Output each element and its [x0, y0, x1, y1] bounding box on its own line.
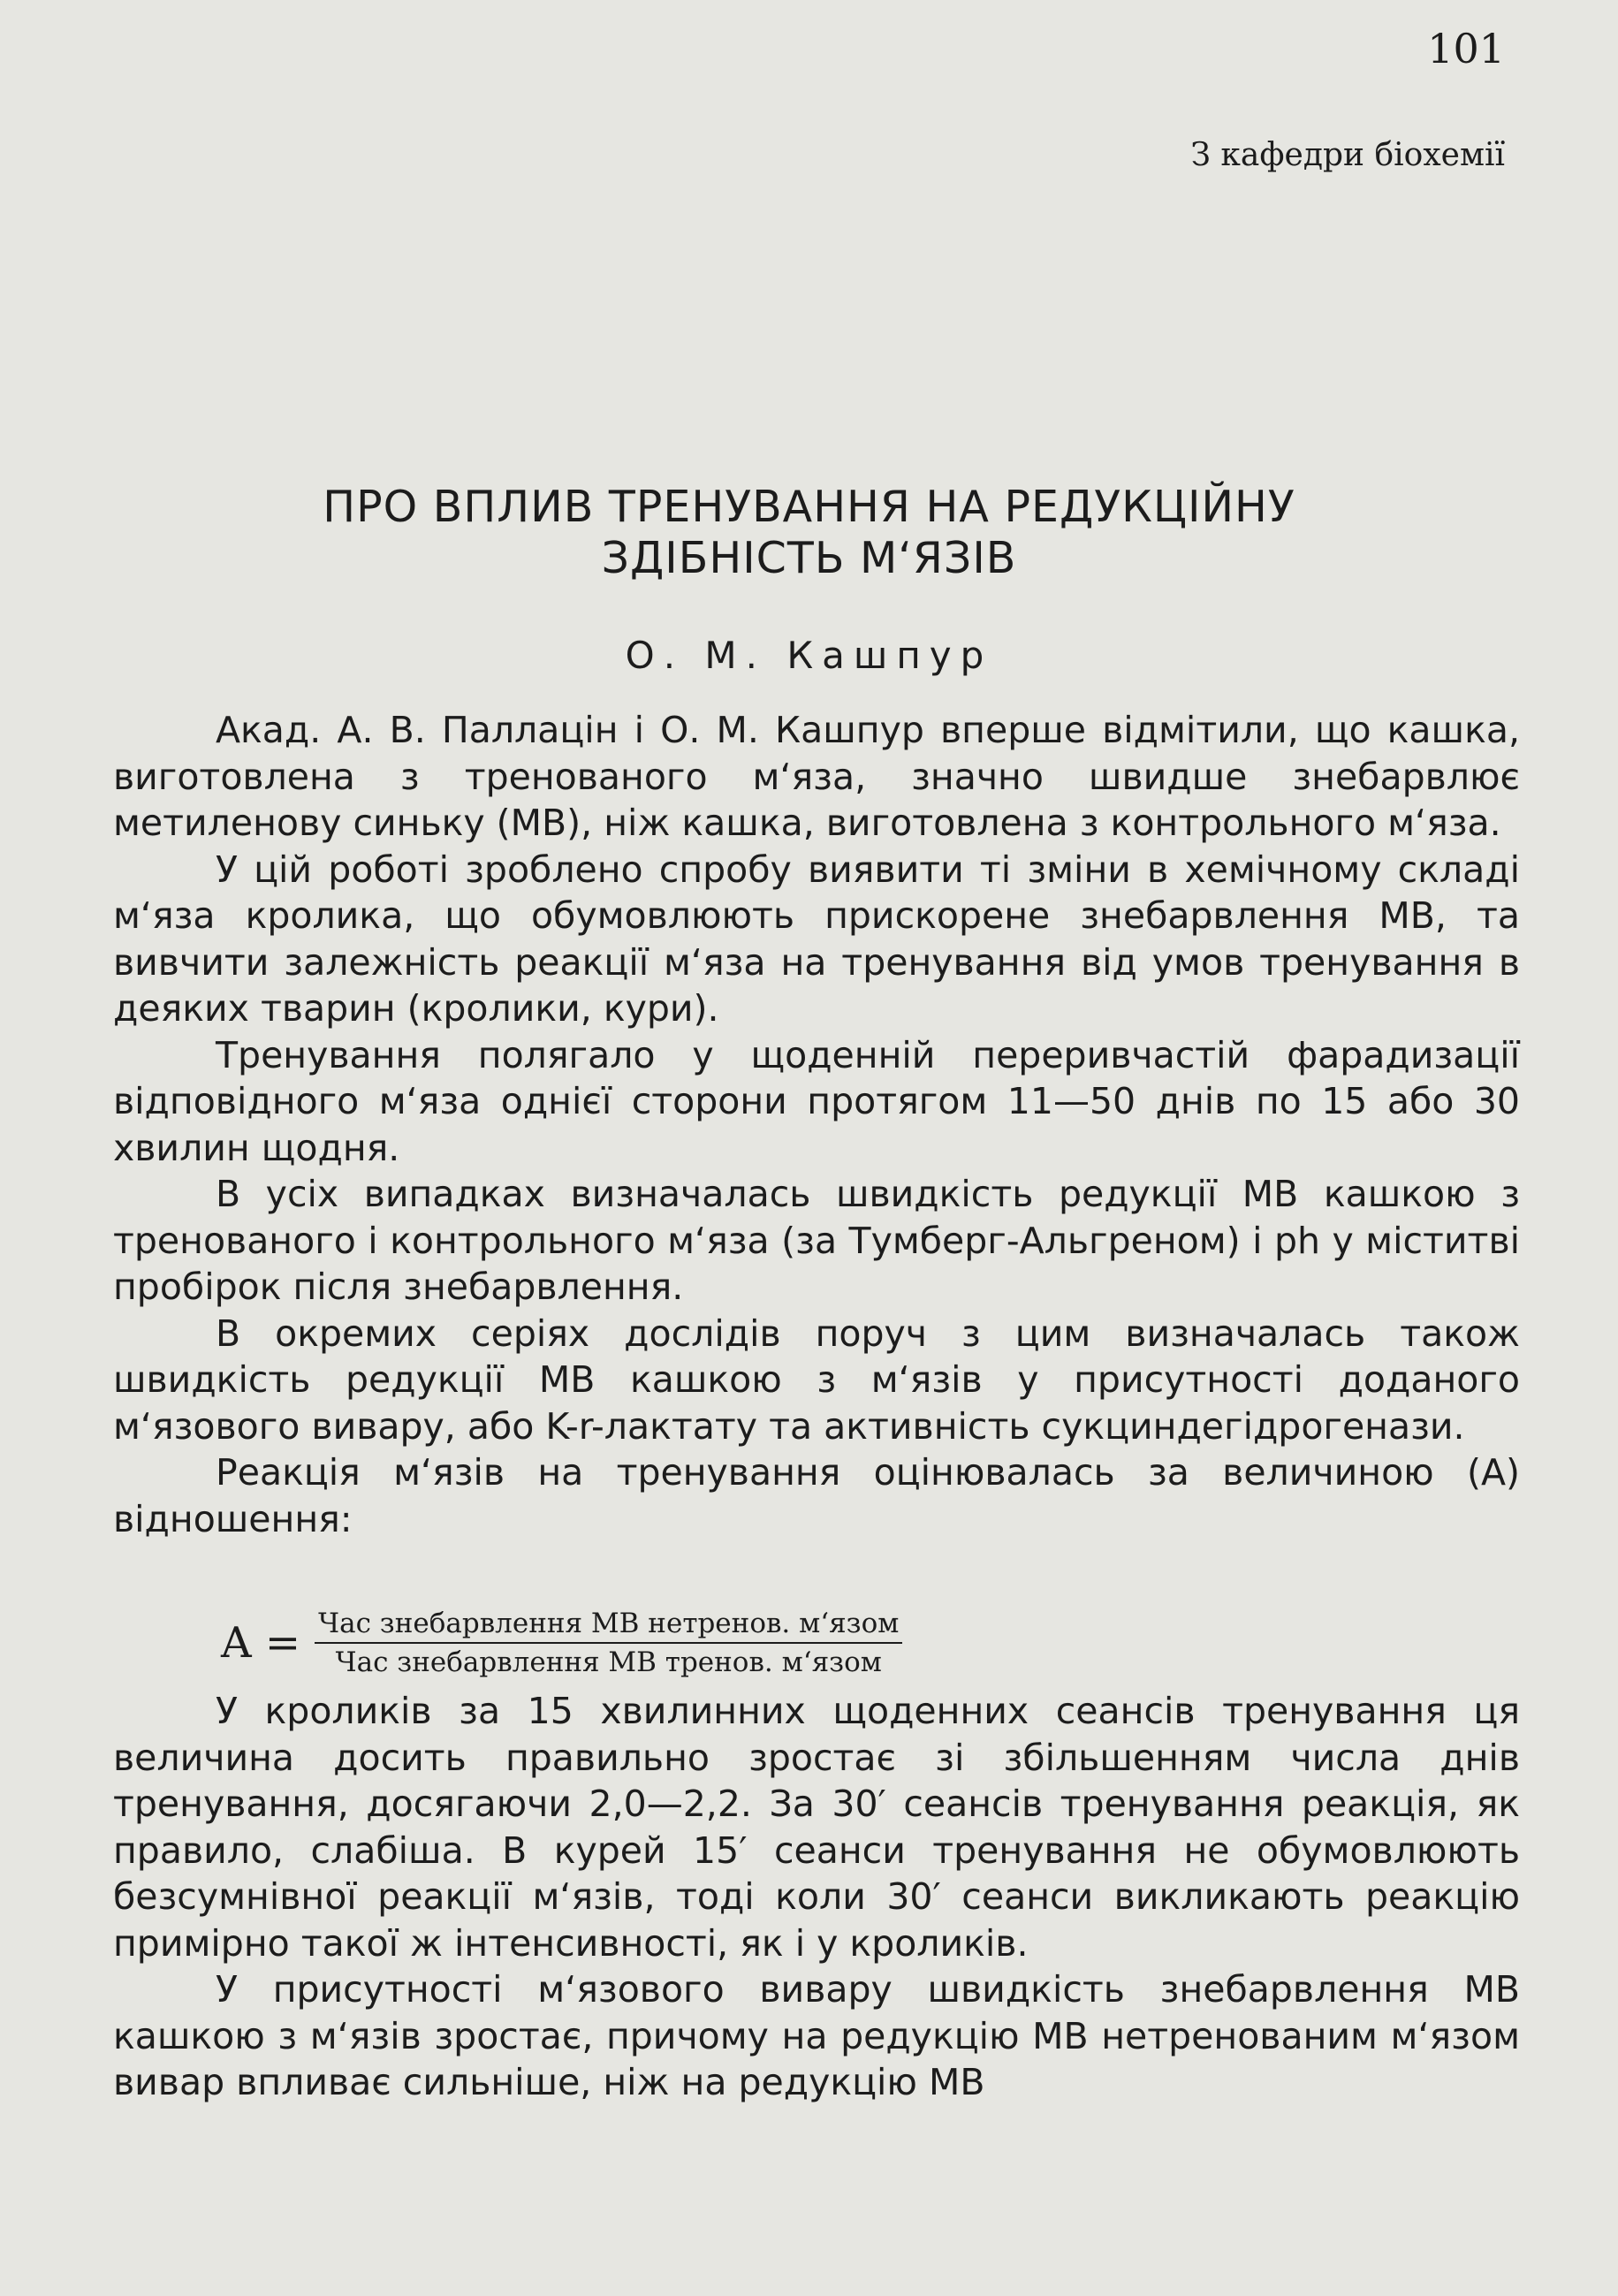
section-label: З кафедри біохемії: [1190, 137, 1505, 173]
paragraph: Тренування полягало у щоденній переривчастій фарадизації відповідного м‘яза однієї сторони протягом 11—50 днів по 15 або 30 хвилин щодня.: [113, 1033, 1520, 1169]
paragraph: Акад. А. В. Паллацін і О. М. Кашпур вперше відмітили, що кашка, виготовлена з тренованого м‘яза, значно швидше знебарвлює метиленову синьку (МВ), ніж кашка, виготовлена з контрольного м‘яза.: [113, 709, 1520, 844]
article-body-part-1: [113, 707, 1520, 1542]
article-body-part-2: [113, 1688, 1520, 2106]
page-number: 101: [1427, 25, 1505, 72]
article-author: О. М. Кашпур: [625, 634, 993, 677]
formula-numerator: Час знебарвлення МВ нетренов. м‘язом: [315, 1607, 902, 1644]
article-title: [0, 482, 1618, 584]
paragraph: В усіх випадках визначалась швидкість редукції МВ кашкою з тренованого і контрольного м‘яза (за Тумберг-Альгреном) і ph у міститві пробірок після знебарвлення.: [113, 1173, 1520, 1308]
formula-denominator: Час знебарвлення МВ тренов. м‘язом: [335, 1646, 882, 1678]
paragraph: У цій роботі зроблено спробу виявити ті зміни в хемічному складі м‘яза кролика, що обумовлюють прискорене знебарвлення МВ, та вивчити залежність реакції м‘яза на тренування від умов тренування в деяких тварин (кролики, кури).: [113, 848, 1520, 1030]
paragraph: У присутності м‘язового вивару швидкість знебарвлення МВ кашкою з м‘язів зростає, причому на редукцію МВ нетренованим м‘язом вивар впливає сильніше, ніж на редукцію МВ: [113, 1968, 1520, 2103]
formula-fraction: [315, 1607, 902, 1679]
ratio-formula: [221, 1607, 902, 1679]
paragraph: Реакція м‘язів на тренування оцінювалась за величиною (А) відношення:: [113, 1451, 1520, 1540]
title-line-1: ПРО ВПЛИВ ТРЕНУВАННЯ НА РЕДУКЦІЙНУ: [323, 482, 1295, 532]
paragraph: У кроликів за 15 хвилинних щоденних сеансів тренування ця величина досить правильно зростає зі збільшенням числа днів тренування, досягаючи 2,0—2,2. За 30′ сеансів тренування реакція, як правило, слабіша. В курей 15′ сеанси тренування не обумовлюють безсумнівної реакції м‘язів, тоді коли 30′ сеанси викликають реакцію примірно такої ж інтенсивності, як і у кроликів.: [113, 1690, 1520, 1965]
formula-lhs: A =: [221, 1618, 301, 1668]
paragraph: В окремих серіях дослідів поруч з цим визначалась також швидкість редукції МВ кашкою з м‘язів у присутності доданого м‘язового вивару, або K-r-лактату та активність сукциндегідрогенази.: [113, 1311, 1520, 1448]
title-line-2: ЗДІБНІСТЬ М‘ЯЗІВ: [601, 533, 1017, 583]
